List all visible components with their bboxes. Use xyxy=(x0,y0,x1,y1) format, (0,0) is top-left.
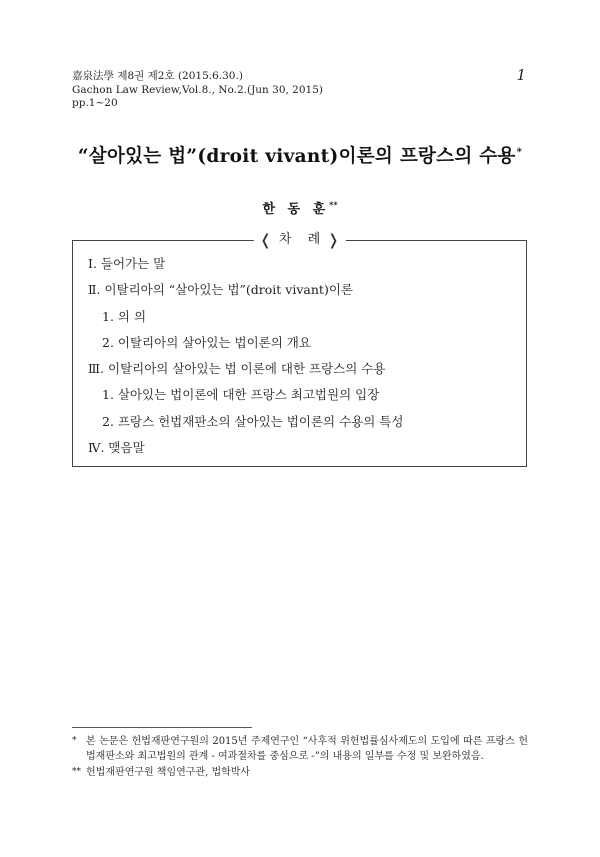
right-angle-icon: ❭ xyxy=(327,231,340,249)
toc-heading xyxy=(253,231,345,249)
toc-section: Ⅰ. 들어가는 말 xyxy=(88,256,166,271)
journal-issue-english: Gachon Law Review,Vol.8., No.2.(Jun 30, 2015) xyxy=(72,83,324,96)
paper-title xyxy=(0,142,600,168)
journal-issue-korean: 嘉泉法學 제8권 제2호 (2015.6.30.) xyxy=(72,70,243,82)
page-range: pp.1~20 xyxy=(72,97,118,109)
toc-section: Ⅱ. 이탈리아의 “살아있는 법”(droit vivant)이론 xyxy=(88,282,353,298)
toc-subsection: 1. 의 의 xyxy=(102,308,147,324)
footnote xyxy=(72,734,528,764)
journal-info xyxy=(72,70,323,111)
toc-section: Ⅳ. 맺음말 xyxy=(88,440,145,456)
toc-subsection: 2. 이탈리아의 살아있는 법이론의 개요 xyxy=(102,334,311,350)
title-footnote-mark: * xyxy=(516,146,523,158)
toc-subsection: 1. 살아있는 법이론에 대한 프랑스 최고법원의 입장 xyxy=(102,387,380,403)
toc-section: Ⅲ. 이탈리아의 살아있는 법 이론에 대한 프랑스의 수용 xyxy=(88,361,386,377)
footnote-text: 헌법재판연구원 책임연구관, 법학박사 xyxy=(86,767,251,778)
paper-title-text: “살아있는 법”(droit vivant)이론의 프랑스의 수용 xyxy=(77,146,516,167)
left-angle-icon: ❬ xyxy=(259,231,272,249)
author xyxy=(0,198,600,217)
footnote-divider xyxy=(72,727,252,728)
table-of-contents xyxy=(72,231,527,467)
toc-list xyxy=(88,251,403,461)
toc-subsection: 2. 프랑스 헌법재판소의 살아있는 법이론의 수용의 특성 xyxy=(102,413,404,429)
footnote-mark: ** xyxy=(72,767,81,777)
footnote-text: 본 논문은 헌법재판연구원의 2015년 주제연구인 “사후적 위헌법률심사제도의 도입에 따른 프랑스 헌법재판소와 최고법원의 관계 - 여과절차를 중심으로 -”의 내용의 일부를 수정 및 보완하였음. xyxy=(86,736,528,762)
toc-heading-label: 차 례 xyxy=(278,232,327,247)
footnote-mark: * xyxy=(72,736,77,746)
author-footnote-mark: ** xyxy=(329,199,338,210)
footnote xyxy=(72,765,528,780)
page-number: 1 xyxy=(516,66,526,84)
footnotes xyxy=(72,734,528,781)
author-name: 한 동 훈 xyxy=(262,202,330,217)
